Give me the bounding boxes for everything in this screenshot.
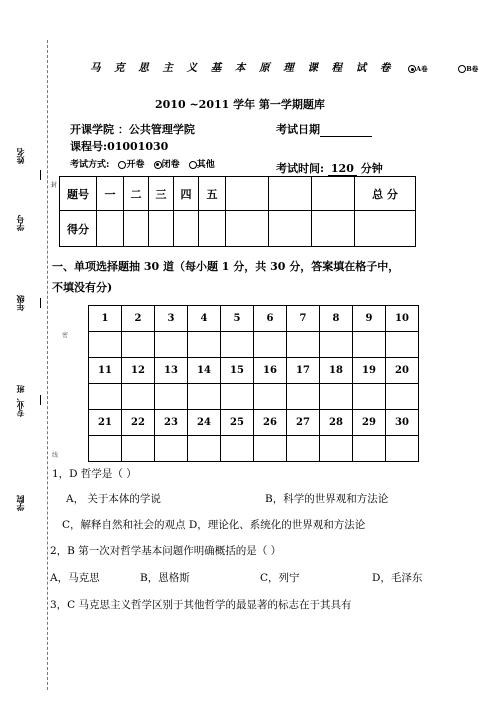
title-text: 马 克 思 主 义 基 本 原 理 课 程 试 卷 (90, 62, 396, 74)
answer-number: 7 (287, 306, 320, 332)
score-cell[interactable] (149, 211, 174, 247)
radio-icon (189, 161, 197, 169)
answer-cell[interactable] (89, 436, 122, 462)
mode-closed-option[interactable]: 闭卷 (154, 160, 180, 170)
q1-option-cd: C，解释自然和社会的观点 D，理论化、系统化的世界观和方法论 (62, 519, 366, 531)
answer-cell[interactable] (122, 332, 155, 358)
exam-title (90, 60, 478, 75)
score-cell[interactable] (174, 211, 199, 247)
answer-number: 21 (89, 410, 122, 436)
answer-number: 28 (320, 410, 353, 436)
answer-cell[interactable] (221, 436, 254, 462)
answer-cell[interactable] (89, 384, 122, 410)
answer-number: 8 (320, 306, 353, 332)
answer-cell[interactable] (320, 384, 353, 410)
answer-cell[interactable] (287, 332, 320, 358)
answer-cell[interactable] (287, 436, 320, 462)
score-cell[interactable] (226, 211, 269, 247)
answer-cell[interactable] (89, 332, 122, 358)
answer-number: 30 (386, 410, 419, 436)
section1-heading: 一、单项选择题抽 30 道（每小题 1 分，共 30 分，答案填在格子中， (52, 260, 400, 273)
side-tick (40, 170, 42, 180)
q2-option-d: D，毛泽东 (372, 572, 423, 584)
answer-number: 22 (122, 410, 155, 436)
answer-cell[interactable] (221, 332, 254, 358)
q2-option-a: A，马克思 (50, 572, 100, 584)
answer-number: 15 (221, 358, 254, 384)
answer-cell[interactable] (353, 332, 386, 358)
answer-number: 23 (155, 410, 188, 436)
score-col (312, 177, 355, 211)
score-total-label: 总 分 (355, 177, 416, 211)
answer-number: 6 (254, 306, 287, 332)
exam-time-line: 考试时间: 120 分钟 (276, 162, 383, 175)
mode-open-option[interactable]: 开卷 (118, 160, 144, 170)
side-name-label: 姓名 (15, 148, 25, 164)
side-major-label: 专业、班 (15, 385, 25, 417)
side-mark-line: 线 (52, 452, 59, 459)
score-cell[interactable] (124, 211, 149, 247)
q1-option-b: B，科学的世界观和方法论 (265, 493, 389, 505)
answer-cell[interactable] (155, 384, 188, 410)
section1-heading-cont: 不填没有分) (52, 281, 113, 294)
radio-selected-icon (408, 65, 416, 73)
answer-cell[interactable] (122, 436, 155, 462)
answer-cell[interactable] (122, 384, 155, 410)
answer-number: 29 (353, 410, 386, 436)
side-tick (40, 298, 42, 308)
score-cell[interactable] (269, 211, 312, 247)
college-line: 开课学院 ：公共管理学院 (70, 123, 195, 136)
answer-number: 18 (320, 358, 353, 384)
answer-number: 10 (386, 306, 419, 332)
paper-a-option[interactable]: A卷 (408, 65, 428, 73)
answer-cell[interactable] (287, 384, 320, 410)
answer-number: 16 (254, 358, 287, 384)
paper-b-option[interactable]: B卷 (458, 65, 478, 73)
answer-number: 20 (386, 358, 419, 384)
exam-mode-line: 考试方式: 开卷 闭卷 其他 (70, 160, 215, 170)
mode-other-option[interactable]: 其他 (189, 160, 215, 170)
course-number-line: 课程号:01001030 (70, 140, 169, 153)
answer-cell[interactable] (320, 332, 353, 358)
answer-number: 19 (353, 358, 386, 384)
score-col: 三 (149, 177, 174, 211)
answer-number: 9 (353, 306, 386, 332)
exam-date-line: 考试日期 (276, 121, 372, 137)
score-col: 二 (124, 177, 149, 211)
q2-option-c: C，列宁 (260, 572, 300, 584)
answer-cell[interactable] (320, 436, 353, 462)
answer-cell[interactable] (386, 384, 419, 410)
exam-date-blank[interactable] (320, 124, 372, 137)
side-student-no-label: 学号 (15, 215, 25, 231)
score-col (269, 177, 312, 211)
answer-number: 5 (221, 306, 254, 332)
answer-cell[interactable] (188, 436, 221, 462)
score-table (59, 176, 416, 247)
q2-option-b: B，恩格斯 (140, 572, 190, 584)
answer-number: 27 (287, 410, 320, 436)
answer-number: 13 (155, 358, 188, 384)
answer-cell[interactable] (386, 332, 419, 358)
score-header-label: 题号 (60, 177, 97, 211)
question-3: 3，C 马克思主义哲学区别于其他哲学的最显著的标志在于其具有 (50, 599, 352, 611)
answer-number: 25 (221, 410, 254, 436)
side-grade-label: 年级 (15, 295, 25, 311)
score-row-label: 得分 (60, 211, 97, 247)
exam-time-value: 120 (328, 162, 357, 176)
score-cell[interactable] (312, 211, 355, 247)
score-col (226, 177, 269, 211)
answer-cell[interactable] (254, 332, 287, 358)
answer-cell[interactable] (188, 332, 221, 358)
score-cell[interactable] (199, 211, 226, 247)
answer-number: 12 (122, 358, 155, 384)
answer-number: 24 (188, 410, 221, 436)
question-2: 2，B 第一次对哲学基本问题作明确概括的是（ ） (50, 545, 282, 557)
answer-cell[interactable] (254, 436, 287, 462)
answer-number: 1 (89, 306, 122, 332)
answer-cell[interactable] (353, 436, 386, 462)
academic-year: 2010 ~2011 学年 第一学期题库 (155, 98, 325, 111)
q1-option-a: A， 关于本体的学说 (66, 493, 161, 505)
answer-cell[interactable] (386, 436, 419, 462)
answer-cell[interactable] (353, 384, 386, 410)
score-total-cell[interactable] (355, 211, 416, 247)
score-col: 五 (199, 177, 226, 211)
binding-line (47, 40, 48, 690)
answer-number: 26 (254, 410, 287, 436)
answer-number: 2 (122, 306, 155, 332)
answer-grid (88, 305, 419, 462)
answer-number: 14 (188, 358, 221, 384)
answer-number: 17 (287, 358, 320, 384)
side-tick (40, 395, 42, 405)
question-1: 1，D 哲学是（ ） (52, 468, 137, 480)
side-mark-seal: 封 (51, 182, 58, 189)
answer-number: 4 (188, 306, 221, 332)
answer-number: 3 (155, 306, 188, 332)
answer-number: 11 (89, 358, 122, 384)
answer-cell[interactable] (155, 436, 188, 462)
answer-cell[interactable] (155, 332, 188, 358)
side-mark-mi: 密 (62, 332, 69, 339)
answer-cell[interactable] (254, 384, 287, 410)
side-college-label: 学院 (15, 495, 25, 511)
score-cell[interactable] (97, 211, 124, 247)
radio-selected-icon (154, 161, 162, 169)
answer-cell[interactable] (221, 384, 254, 410)
score-col: 一 (97, 177, 124, 211)
answer-cell[interactable] (188, 384, 221, 410)
score-col: 四 (174, 177, 199, 211)
